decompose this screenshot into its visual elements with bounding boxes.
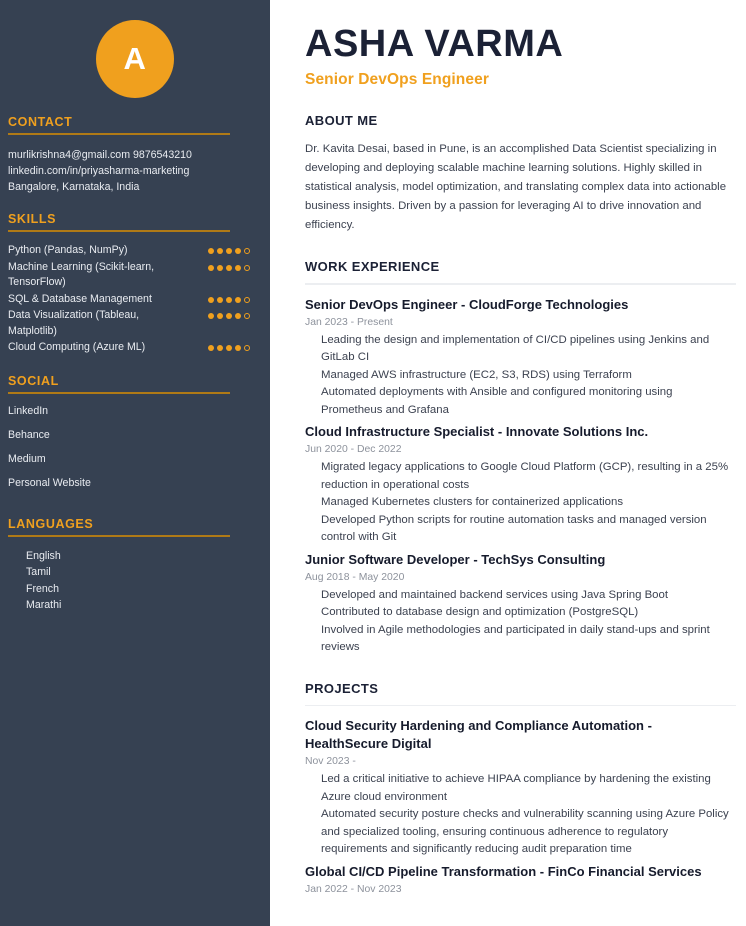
skill-name: Python (Pandas, NumPy) <box>8 244 128 256</box>
entry-bullets <box>305 331 746 420</box>
entry-date: Nov 2023 - <box>305 756 356 767</box>
rating-dot-filled <box>208 297 214 303</box>
entry-title: Senior DevOps Engineer - CloudForge Technologies <box>305 296 629 312</box>
about-text: Dr. Kavita Desai, based in Pune, is an accomplished Data Scientist specializing in developing and deploying scalable machine learning solutions. Highly skilled in statistical analysis, model optimization, and translating complex data into actionable business insights. Driven by a passion for leveraging AI to drive innovation and efficiency. <box>305 143 727 231</box>
skills-section <box>0 195 270 356</box>
sidebar <box>0 0 270 926</box>
entry-bullets <box>305 770 746 859</box>
social-link-medium[interactable]: Medium <box>8 452 46 465</box>
rating-dot-filled <box>217 248 223 254</box>
bullet-item: Automated security posture checks and vulnerability scanning using Azure Policy and specialized tooling, ensuring continuous adherence to regulatory requirements and significantly reducing audit preparation time <box>321 808 729 855</box>
rating-dot-filled <box>217 345 223 351</box>
skill-name: Cloud Computing (Azure ML) <box>8 341 146 353</box>
skills-heading: SKILLS <box>8 212 57 226</box>
projects-heading: PROJECTS <box>305 680 379 696</box>
skill-rating <box>208 340 250 351</box>
work-experience-list <box>305 285 746 657</box>
rating-dot-filled <box>208 313 214 319</box>
bullet-item: Developed Python scripts for routine automation tasks and managed version control with Git <box>321 513 707 543</box>
bullet-item: Managed AWS infrastructure (EC2, S3, RDS) using Terraform <box>321 368 632 381</box>
skill-name: Data Visualization (Tableau, Matplotlib) <box>8 309 140 337</box>
entry <box>305 706 746 859</box>
rating-dot-empty <box>244 297 250 303</box>
entry-title: Cloud Security Hardening and Compliance Automation - HealthSecure Digital <box>305 718 652 751</box>
contact-heading: CONTACT <box>8 115 73 129</box>
rating-dot-empty <box>244 265 250 271</box>
entry <box>305 419 746 547</box>
bullet-item: Managed Kubernetes clusters for containerized applications <box>321 496 624 508</box>
languages-heading: LANGUAGES <box>8 516 94 531</box>
rating-dot-filled <box>235 297 241 303</box>
social-link-linkedin[interactable]: LinkedIn <box>8 404 49 417</box>
projects-list <box>305 706 746 898</box>
skill-rating <box>208 260 250 271</box>
avatar-container <box>0 0 270 98</box>
rating-dot-filled <box>217 313 223 319</box>
rating-dot-filled <box>235 265 241 271</box>
language-item: French <box>26 582 59 595</box>
rating-dot-filled <box>235 313 241 319</box>
bullet-item: Leading the design and implementation of CI/CD pipelines using Jenkins and GitLab CI <box>321 333 710 363</box>
entry-date: Aug 2018 - May 2020 <box>305 571 405 583</box>
bullet-item: Automated deployments with Ansible and configured monitoring using Prometheus and Grafana <box>321 386 673 416</box>
bullet-item: Involved in Agile methodologies and participated in daily stand-ups and sprint reviews <box>321 623 710 653</box>
rating-dot-filled <box>226 313 232 319</box>
entry-title: Junior Software Developer - TechSys Consulting <box>305 551 606 567</box>
skill-row <box>8 243 250 259</box>
language-item: Marathi <box>26 599 62 611</box>
projects-section <box>305 657 746 898</box>
entry-date: Jan 2022 - Nov 2023 <box>305 883 402 895</box>
rating-dot-filled <box>226 345 232 351</box>
languages-list <box>8 537 250 614</box>
rating-dot-empty <box>244 313 250 319</box>
entry <box>305 547 746 657</box>
entry-bullets <box>305 458 746 547</box>
rating-dot-filled <box>208 248 214 254</box>
bullet-item: Migrated legacy applications to Google Cloud Platform (GCP), resulting in a 25% reduction in operational costs <box>321 461 729 491</box>
rating-dot-filled <box>226 297 232 303</box>
bullet-item: Led a critical initiative to achieve HIPAA compliance by hardening the existing Azure cloud environment <box>321 773 711 803</box>
social-heading: SOCIAL <box>8 373 59 388</box>
rating-dot-filled <box>226 248 232 254</box>
entry-bullets <box>305 586 746 657</box>
rating-dot-empty <box>244 345 250 351</box>
entry <box>305 859 746 898</box>
rating-dot-filled <box>226 265 232 271</box>
skill-rating <box>208 308 250 319</box>
skill-rating <box>208 243 250 254</box>
entry-title: Cloud Infrastructure Specialist - Innovate Solutions Inc. <box>305 424 649 439</box>
about-section <box>305 89 746 235</box>
skill-row <box>8 340 250 356</box>
social-list <box>8 394 250 491</box>
social-link-behance[interactable]: Behance <box>8 428 50 441</box>
page-title: ASHA VARMA <box>305 23 564 65</box>
languages-section <box>0 500 270 614</box>
rating-dot-filled <box>208 265 214 271</box>
rating-dot-filled <box>217 265 223 271</box>
rating-dot-filled <box>235 248 241 254</box>
job-title: Senior DevOps Engineer <box>305 71 489 88</box>
entry-date: Jun 2020 - Dec 2022 <box>305 444 402 455</box>
contact-section <box>0 98 270 195</box>
work-experience-heading: WORK EXPERIENCE <box>305 259 440 274</box>
skills-list <box>8 232 250 356</box>
rating-dot-filled <box>235 345 241 351</box>
skill-rating <box>208 292 250 303</box>
rating-dot-filled <box>208 345 214 351</box>
work-experience-section <box>305 235 746 657</box>
rating-dot-filled <box>217 297 223 303</box>
language-item: Tamil <box>26 566 51 578</box>
skill-row <box>8 260 250 291</box>
skill-name: SQL & Database Management <box>8 292 152 305</box>
main-content <box>270 0 746 926</box>
social-section <box>0 357 270 491</box>
bullet-item: Contributed to database design and optimization (PostgreSQL) <box>321 606 639 618</box>
skill-row <box>8 308 250 339</box>
about-heading: ABOUT ME <box>305 113 378 128</box>
skill-name: Machine Learning (Scikit-learn, TensorFlow) <box>8 260 155 288</box>
skill-row <box>8 292 250 308</box>
bullet-item: Developed and maintained backend services using Java Spring Boot <box>321 588 668 601</box>
rating-dot-empty <box>244 248 250 254</box>
entry <box>305 285 746 420</box>
avatar: A <box>96 20 174 98</box>
entry-date: Jan 2023 - Present <box>305 316 393 328</box>
social-link-personal-website[interactable]: Personal Website <box>8 476 91 489</box>
contact-details: murlikrishna4@gmail.com 9876543210 linkedin.com/in/priyasharma-marketing Bangalore, Karnataka, India <box>8 149 192 193</box>
entry-title: Global CI/CD Pipeline Transformation - FinCo Financial Services <box>305 863 702 879</box>
language-item: English <box>26 549 61 562</box>
